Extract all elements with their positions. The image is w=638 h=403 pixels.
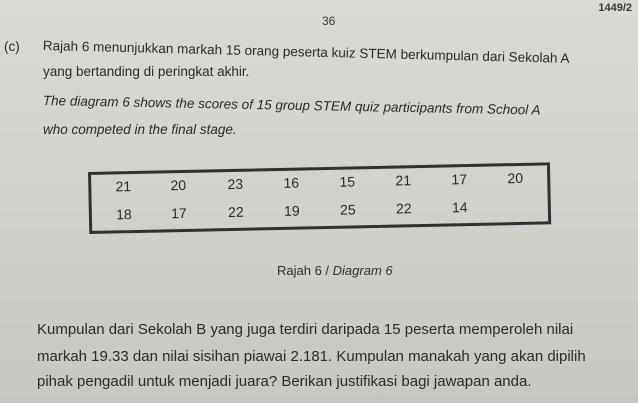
page-number: 36 — [322, 14, 336, 28]
caption-malay: Rajah 6 — [277, 263, 322, 278]
question-english-line-2: who competed in the final stage. — [43, 122, 237, 137]
question-malay-line-1: Rajah 6 menunjukkan markah 15 orang peserta kuiz STEM berkumpulan dari Sekolah A — [42, 38, 570, 66]
score-cell: 21 — [115, 178, 132, 195]
score-cell: 22 — [227, 203, 244, 221]
score-cell: 25 — [339, 201, 356, 218]
score-cell: 20 — [507, 169, 524, 187]
question-malay-line-2: yang bertanding di peringkat akhir. — [43, 64, 250, 79]
question-part-label: (c) — [4, 39, 20, 54]
diagram-caption — [277, 263, 393, 278]
question-english-line-1: The diagram 6 shows the scores of 15 group STEM quiz participants from School A — [42, 93, 541, 118]
score-cell: 18 — [115, 206, 132, 223]
scores-table — [88, 162, 551, 234]
score-cell: 23 — [227, 175, 244, 193]
prompt-line-3: pihak pengadil untuk menjadi juara? Berikan justifikasi bagi jawapan anda. — [37, 373, 532, 390]
caption-english: Diagram 6 — [332, 263, 393, 278]
score-cell: 15 — [339, 173, 356, 190]
score-cell: 21 — [395, 172, 412, 189]
score-cell: 17 — [170, 204, 187, 222]
caption-separator: / — [321, 263, 333, 278]
score-cell: 19 — [283, 202, 300, 219]
score-cell: 16 — [283, 174, 300, 191]
score-cell: 14 — [451, 199, 468, 216]
paper-code: 1449/2 — [598, 2, 632, 14]
score-cell: 22 — [395, 200, 412, 217]
prompt-line-2: markah 19.33 dan nilai sisihan piawai 2.181. Kumpulan manakah yang akan dipilih — [37, 348, 586, 365]
score-cell: 17 — [451, 171, 468, 188]
prompt-line-1: Kumpulan dari Sekolah B yang juga terdiri daripada 15 peserta memperoleh nilai — [37, 321, 574, 338]
score-cell: 20 — [170, 176, 187, 194]
scores-row-2 — [92, 197, 548, 231]
